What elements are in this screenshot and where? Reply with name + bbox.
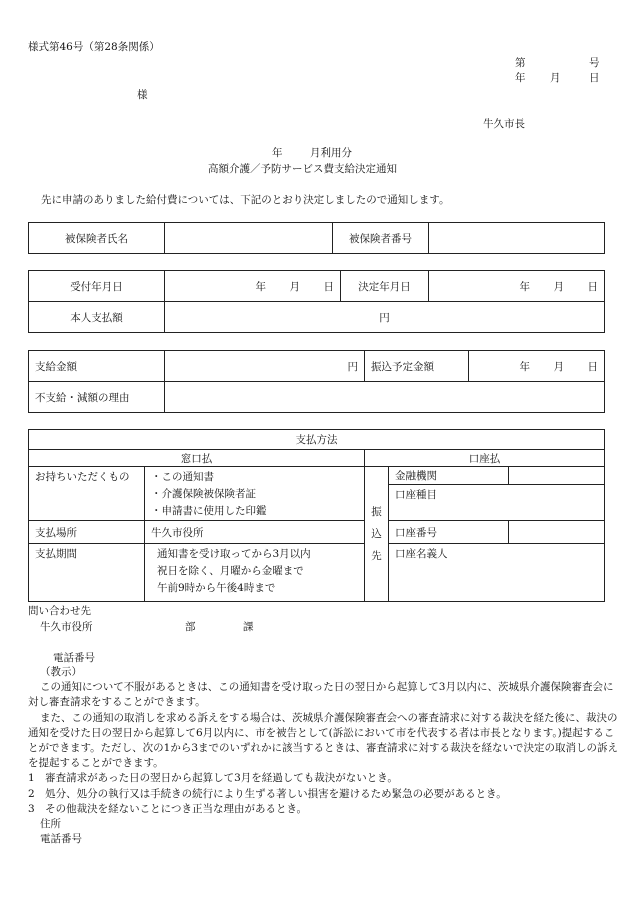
bring-item: ・介護保険被保険者証 (151, 488, 256, 500)
transfer-char: 振 (371, 506, 382, 518)
issue-date-year: 年 (515, 72, 526, 84)
decision-date-field[interactable] (429, 271, 605, 302)
transfer-date-label: 振込予定金額 (365, 351, 469, 382)
transfer-year: 年 (519, 360, 530, 373)
contact-office: 牛久市役所 (40, 621, 93, 633)
transfer-char: 込 (371, 528, 382, 540)
bring-items-list (145, 467, 365, 521)
received-year: 年 (255, 280, 266, 293)
bring-items-label: お持ちいただくもの (29, 467, 145, 521)
period-line: 祝日を除く、月曜から金曜まで (157, 565, 304, 577)
window-payment-header: 窓口払 (29, 450, 365, 467)
issue-date-day: 日 (589, 72, 600, 84)
payment-amount-label: 支給金額 (29, 351, 165, 382)
period-line: 午前9時から午後4時まで (157, 582, 276, 594)
transfer-day: 日 (587, 360, 598, 373)
receipt-table (28, 270, 605, 333)
period-label: 月利用分 (310, 147, 352, 159)
account-payment-header: 口座払 (365, 450, 605, 467)
decision-date-label: 決定年月日 (341, 271, 429, 302)
decision-day: 日 (587, 280, 598, 293)
bring-item: ・この通知書 (151, 471, 214, 483)
contact-section-suffix: 課 (243, 621, 254, 633)
insured-name-label: 被保険者氏名 (29, 223, 165, 254)
decision-month: 月 (553, 280, 564, 293)
bring-item: ・申請書に使用した印鑑 (151, 505, 267, 517)
document-number-prefix: 第 (515, 57, 526, 69)
notice-address-label: 住所 (40, 818, 61, 831)
transfer-char: 先 (371, 550, 382, 562)
notice-item: 2 処分、処分の執行又は手続きの続行により生ずる著しい損害を避けるため緊急の必要があるとき。 (28, 787, 507, 800)
notice-phone-label: 電話番号 (40, 833, 82, 846)
payment-amount-yen: 円 (347, 360, 358, 373)
insured-number-field[interactable] (429, 223, 605, 254)
payment-place-label: 支払場所 (29, 521, 145, 544)
account-holder-label: 口座名義人 (389, 544, 605, 602)
period-year: 年 (272, 147, 283, 159)
bank-field[interactable] (509, 467, 605, 485)
self-paid-field[interactable] (165, 302, 605, 333)
reason-label: 不支給・減額の理由 (29, 382, 165, 413)
contact-label: 問い合わせ先 (28, 605, 91, 617)
self-paid-yen: 円 (379, 311, 390, 324)
account-number-field[interactable] (509, 521, 605, 544)
self-paid-label: 本人支払額 (29, 302, 165, 333)
payment-method-header: 支払方法 (29, 430, 605, 450)
notice-paragraph-1: この通知について不服があるときは、この通知書を受け取った日の翌日から起算して3月以内に、茨城県介護保険審査会に対し審査請求をすることができます。 (28, 681, 614, 709)
document-title: 高額介護／予防サービス費支給決定通知 (208, 163, 397, 175)
payment-period-value (145, 544, 365, 602)
notice-item: 3 その他裁決を経ないことにつき正当な理由があるとき。 (28, 802, 308, 815)
bank-label: 金融機関 (389, 467, 509, 485)
issuer-name: 牛久市長 (483, 118, 525, 130)
decision-year: 年 (519, 280, 530, 293)
form-number: 様式第46号（第28条関係） (28, 41, 160, 53)
notice-heading: （教示） (40, 666, 82, 678)
payment-period-label: 支払期間 (29, 544, 145, 602)
payment-method-table (28, 429, 605, 602)
notice-paragraph-2: また、この通知の取消しを求める訴えをする場合は、茨城県介護保険審査会への審査請求に対する裁決を経た後に、裁決の通知を受けた日の翌日から起算して6月以内に、市を被告として(訴訟において市を代表する者は市長となります。)提起することができます。ただし、次の1から3までのいずれかに該当するときは、審査請求に対する裁決を経ないで決定の取消しの訴えを提起することができます。 (28, 711, 619, 770)
account-number-label: 口座番号 (389, 521, 509, 544)
transfer-month: 月 (553, 360, 564, 373)
insured-number-label: 被保険者番号 (333, 223, 429, 254)
transfer-date-field[interactable] (469, 351, 605, 382)
period-line: 通知書を受け取ってから3月以内 (157, 548, 311, 560)
notice-item: 1 審査請求があった日の翌日から起算して3月を経過しても裁決がないとき。 (28, 772, 398, 785)
contact-department-suffix: 部 (185, 621, 196, 633)
transfer-destination-label (365, 467, 389, 602)
contact-phone-label: 電話番号 (53, 652, 95, 664)
insured-table (28, 222, 605, 254)
intro-text: 先に申請のありました給付費については、下記のとおり決定しましたので通知します。 (41, 194, 450, 206)
payment-amount-field[interactable] (165, 351, 365, 382)
notice-section (28, 665, 620, 847)
received-day: 日 (323, 280, 334, 293)
document-number-suffix: 号 (589, 57, 600, 69)
account-type-label: 口座種目 (389, 484, 605, 520)
payment-table (28, 350, 605, 413)
received-date-label: 受付年月日 (29, 271, 165, 302)
insured-name-field[interactable] (165, 223, 333, 254)
addressee-suffix: 様 (137, 89, 148, 101)
reason-field[interactable] (165, 382, 605, 413)
received-month: 月 (289, 280, 300, 293)
payment-place-value: 牛久市役所 (145, 521, 365, 544)
issue-date-month: 月 (550, 72, 561, 84)
received-date-field[interactable] (165, 271, 341, 302)
